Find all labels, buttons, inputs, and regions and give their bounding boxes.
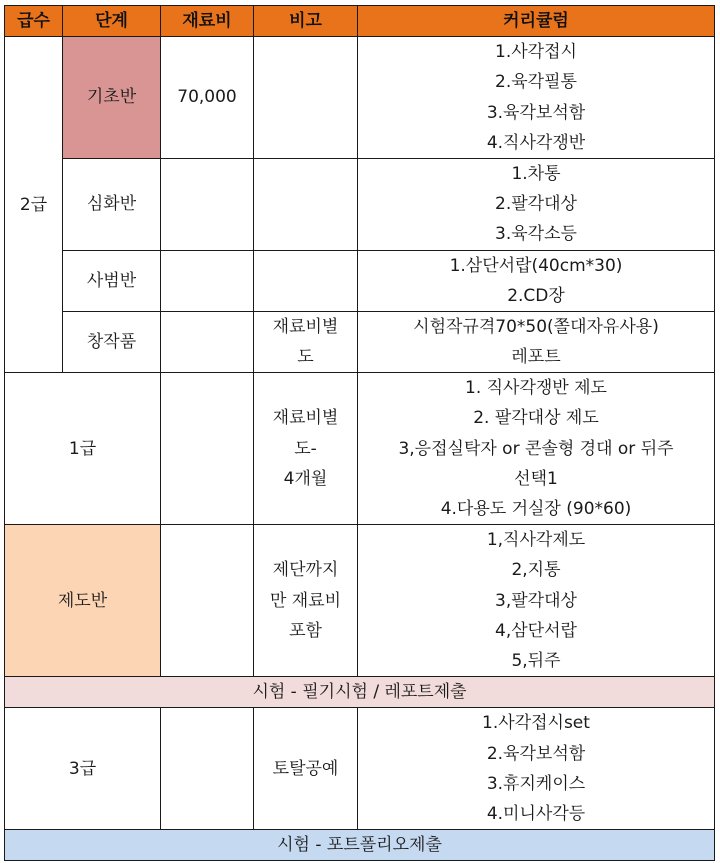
curriculum-creative [358, 311, 715, 372]
list-item: 3.휴지케이스 [486, 773, 586, 794]
drafting-cell: 제도반 [5, 525, 161, 677]
stage-instructor: 사범반 [63, 250, 161, 311]
list-item: 1,직사각제도 [486, 530, 586, 551]
list-item: 2.육각필통 [495, 72, 577, 93]
header-curriculum: 커리큘럼 [358, 6, 715, 37]
fee-drafting [161, 525, 254, 677]
list-item: 1.차통 [511, 163, 561, 184]
list-item: 3,팔각대상 [495, 590, 577, 611]
table-row [5, 373, 715, 525]
list-item: 3.육각보석함 [486, 102, 586, 123]
list-item: 1. 직사각쟁반 제도 [465, 378, 607, 399]
header-stage: 단계 [63, 6, 161, 37]
list-item: 4.미니사각등 [486, 803, 586, 824]
header-grade: 급수 [5, 6, 63, 37]
stage-advanced: 심화반 [63, 158, 161, 250]
header-row [5, 6, 715, 37]
stage-creative: 창작품 [63, 311, 161, 372]
list-item: 1.사각접시set [482, 713, 590, 734]
list-item: 1.사각접시 [495, 42, 577, 63]
note-line: 포함 [289, 620, 322, 641]
note-instructor [254, 250, 358, 311]
list-item: 3.육각소등 [495, 224, 577, 245]
note-grade-3: 토탈공예 [254, 708, 358, 830]
list-item: 선택1 [514, 468, 558, 489]
table-row [5, 37, 715, 159]
header-note: 비고 [254, 6, 358, 37]
grade-3-cell: 3급 [5, 708, 161, 830]
table-row [5, 250, 715, 311]
note-line: 도 [297, 347, 314, 368]
curriculum-grade-3 [358, 708, 715, 830]
exam-row [5, 677, 715, 708]
note-line: 도- [294, 438, 317, 459]
curriculum-grade-1 [358, 373, 715, 525]
list-item: 2.육각보석함 [486, 743, 586, 764]
grade-2-cell: 2급 [5, 37, 63, 373]
list-item: 4.직사각쟁반 [486, 132, 586, 153]
note-creative [254, 311, 358, 372]
fee-advanced [161, 158, 254, 250]
table-row [5, 158, 715, 250]
note-drafting [254, 525, 358, 677]
note-line: 제단까지 [272, 560, 339, 581]
list-item: 레포트 [511, 347, 561, 368]
fee-basic: 70,000 [161, 37, 254, 159]
list-item: 1.삼단서랍(40cm*30) [449, 255, 623, 276]
list-item: 시험작규격70*50(쫄대자유사용) [413, 316, 659, 337]
exam-written-report: 시험 - 필기시험 / 레포트제출 [5, 677, 715, 708]
fee-creative [161, 311, 254, 372]
curriculum-table [4, 5, 715, 861]
note-basic [254, 37, 358, 159]
curriculum-instructor [358, 250, 715, 311]
grade-1-cell: 1급 [5, 373, 161, 525]
curriculum-basic [358, 37, 715, 159]
header-fee: 재료비 [161, 6, 254, 37]
list-item: 2. 팔각대상 제도 [473, 408, 599, 429]
table-row [5, 708, 715, 830]
table-row [5, 525, 715, 677]
note-line: 재료비별 [272, 316, 339, 337]
note-line: 재료비별 [272, 408, 339, 429]
fee-grade-1 [161, 373, 254, 525]
stage-basic: 기초반 [63, 37, 161, 159]
curriculum-advanced [358, 158, 715, 250]
exam-row [5, 830, 715, 861]
fee-grade-3 [161, 708, 254, 830]
exam-portfolio: 시험 - 포트폴리오제출 [5, 830, 715, 861]
curriculum-drafting [358, 525, 715, 677]
note-advanced [254, 158, 358, 250]
table-row [5, 311, 715, 372]
list-item: 2.팔각대상 [495, 194, 577, 215]
list-item: 5,뒤주 [511, 650, 561, 671]
list-item: 4,삼단서랍 [495, 620, 577, 641]
note-grade-1 [254, 373, 358, 525]
list-item: 2,지통 [511, 560, 561, 581]
note-line: 4개월 [283, 468, 328, 489]
fee-instructor [161, 250, 254, 311]
note-line: 만 재료비 [269, 590, 342, 611]
list-item: 3,응접실탁자 or 콘솔형 경대 or 뒤주 [398, 438, 674, 459]
list-item: 4.다용도 거실장 (90*60) [440, 499, 632, 520]
list-item: 2.CD장 [507, 285, 565, 306]
